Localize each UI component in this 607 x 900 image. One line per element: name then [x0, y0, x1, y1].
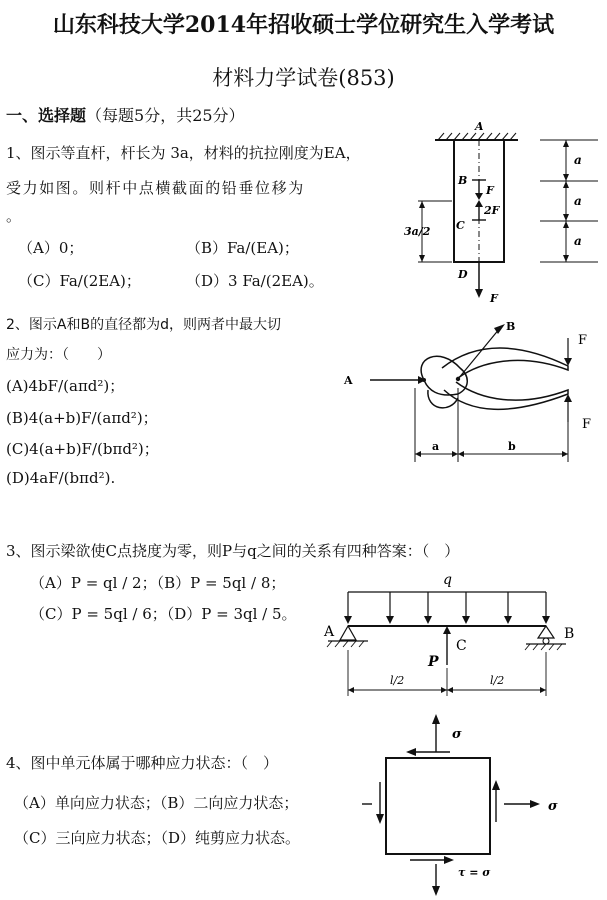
q1-label-d: D [458, 268, 468, 281]
q1-dim-3: a [574, 234, 582, 248]
q2-label-b: B [506, 320, 516, 333]
q4-sigma-right: σ [548, 799, 558, 814]
q3-beam-figure [318, 570, 588, 700]
q1-option-c: （C）Fa/(2EA)； [18, 272, 141, 290]
q2-option-a: (A)4bF/(aπd²)； [6, 377, 125, 395]
q2-line1: 2、图示A和B的直径都为d，则两者中最大切 [6, 317, 281, 333]
q1-line2: 受力如图。则杆中点横截面的铅垂位移为 [6, 179, 305, 197]
q4-sigma-top: σ [452, 727, 462, 742]
q1-label-f2: F [490, 292, 498, 305]
q3-dim-1: l/2 [390, 674, 405, 687]
q2-dim-b: b [508, 440, 516, 453]
q3-label-b: B [564, 626, 575, 642]
q2-dim-a: a [432, 440, 440, 453]
q2-line2: 应力为：（ ） [6, 347, 111, 363]
q1-label-f1: F [486, 184, 494, 197]
q2-option-d: (D)4aF/(bπd²). [6, 469, 116, 487]
q3-label-a: A [324, 624, 335, 640]
q3-options-cd: （C）P = 5ql / 6；（D）P = 3ql / 5。 [30, 605, 297, 623]
q1-option-b: （B）Fa/(EA)； [186, 239, 299, 257]
q1-label-2f: 2F [484, 204, 500, 217]
q2-label-f-bottom: F [582, 417, 592, 432]
q3-label-p: P [428, 654, 439, 670]
q4-options-ab: （A）单向应力状态；（B）二向应力状态； [14, 794, 299, 812]
q4-options-cd: （C）三向应力状态；（D）纯剪应力状态。 [14, 829, 301, 847]
q1-bar-figure [400, 118, 600, 308]
q3-line1: 3、图示梁欲使C点挠度为零，则P与q之间的关系有四种答案：（ ） [6, 542, 460, 560]
q3-options-ab: （A）P = ql / 2；（B）P = 5ql / 8； [30, 574, 286, 592]
section-title: 一、选择题 [6, 106, 87, 125]
section-heading [6, 103, 245, 126]
exam-title: 山东科技大学2014年招收硕士学位研究生入学考试 [52, 12, 555, 38]
q1-label-a: A [475, 120, 484, 133]
q3-label-q: q [443, 572, 452, 588]
q1-line1: 1、图示等直杆，杆长为 3a，材料的抗拉刚度为EA， [6, 144, 361, 162]
q1-dim-1: a [574, 153, 582, 167]
q2-label-a: A [344, 374, 353, 387]
q1-dim-2: a [574, 194, 582, 208]
q4-tau-eq: τ = σ [458, 866, 491, 879]
q1-option-a: （A）0； [18, 239, 84, 257]
exam-subtitle: 材料力学试卷(853) [212, 66, 395, 90]
q1-label-c: C [456, 219, 465, 232]
q4-line1: 4、图中单元体属于哪种应力状态：（ ） [6, 754, 279, 772]
q2-label-f-top: F [578, 333, 588, 348]
section-note: （每题5分，共25分） [86, 106, 245, 125]
q3-label-c: C [456, 638, 467, 654]
q1-dim-left: 3a/2 [404, 225, 431, 238]
q1-line3: 。 [6, 207, 22, 225]
q1-label-b: B [458, 174, 468, 187]
q3-dim-2: l/2 [490, 674, 505, 687]
q2-pliers-figure [340, 318, 600, 468]
q4-stress-element-figure [360, 712, 580, 897]
q2-option-c: (C)4(a+b)F/(bπd²)； [6, 440, 159, 458]
q1-option-d: （D）3 Fa/(2EA)。 [186, 272, 324, 290]
q2-option-b: (B)4(a+b)F/(aπd²)； [6, 409, 158, 427]
